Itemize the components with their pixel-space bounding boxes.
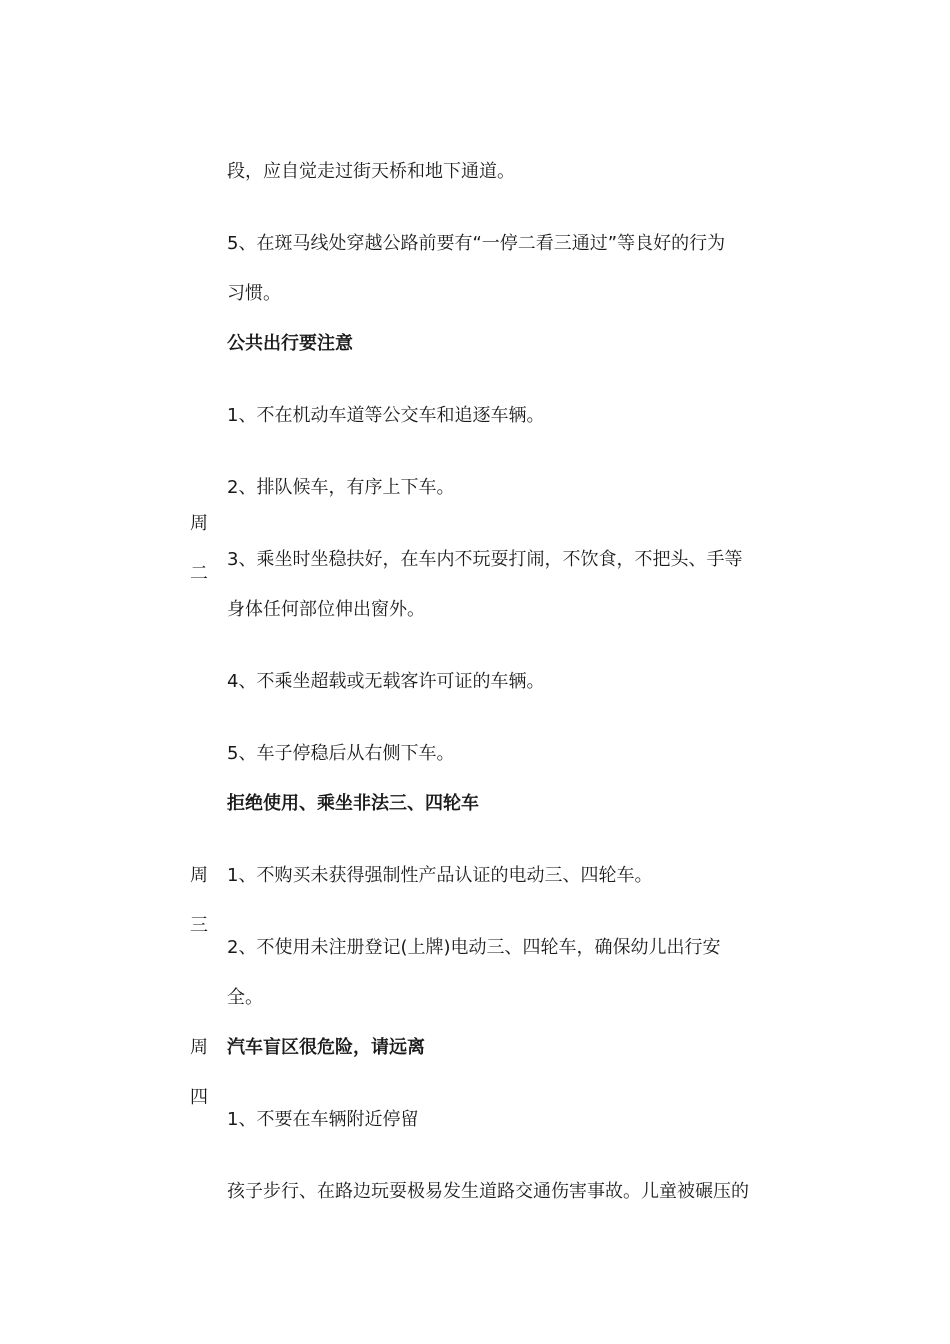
body-text-line: 3、乘坐时坐稳扶好，在车内不玩耍打闹，不饮食，不把头、手等 — [227, 549, 743, 570]
body-text-line: 2、排队候车，有序上下车。 — [227, 477, 455, 498]
body-text-line: 全。 — [227, 987, 263, 1008]
body-text-line: 1、不购买未获得强制性产品认证的电动三、四轮车。 — [227, 865, 653, 886]
weekday-label: 四 — [190, 1087, 208, 1108]
body-text-line: 5、车子停稳后从右侧下车。 — [227, 743, 455, 764]
body-text-line: 段，应自觉走过街天桥和地下通道。 — [227, 161, 515, 182]
weekday-label: 周 — [190, 513, 208, 534]
weekday-label: 周 — [190, 865, 208, 886]
section-heading-public-travel: 公共出行要注意 — [227, 333, 353, 354]
body-text-line: 2、不使用未注册登记(上牌)电动三、四轮车，确保幼儿出行安 — [227, 937, 721, 958]
body-text-line: 5、在斑马线处穿越公路前要有“一停二看三通过”等良好的行为 — [227, 233, 726, 254]
body-text-line: 孩子步行、在路边玩耍极易发生道路交通伤害事故。儿童被碾压的 — [227, 1181, 749, 1202]
body-text-line: 4、不乘坐超载或无载客许可证的车辆。 — [227, 671, 545, 692]
weekday-label: 周 — [190, 1037, 208, 1058]
section-heading-blind-spot: 汽车盲区很危险，请远离 — [227, 1037, 425, 1058]
section-heading-illegal-vehicles: 拒绝使用、乘坐非法三、四轮车 — [227, 793, 479, 814]
body-text-line: 习惯。 — [227, 283, 281, 304]
weekday-label: 三 — [190, 915, 208, 936]
weekday-label: 二 — [190, 563, 208, 584]
body-text-line: 1、不在机动车道等公交车和追逐车辆。 — [227, 405, 545, 426]
body-text-line: 1、不要在车辆附近停留 — [227, 1109, 419, 1130]
body-text-line: 身体任何部位伸出窗外。 — [227, 599, 425, 620]
